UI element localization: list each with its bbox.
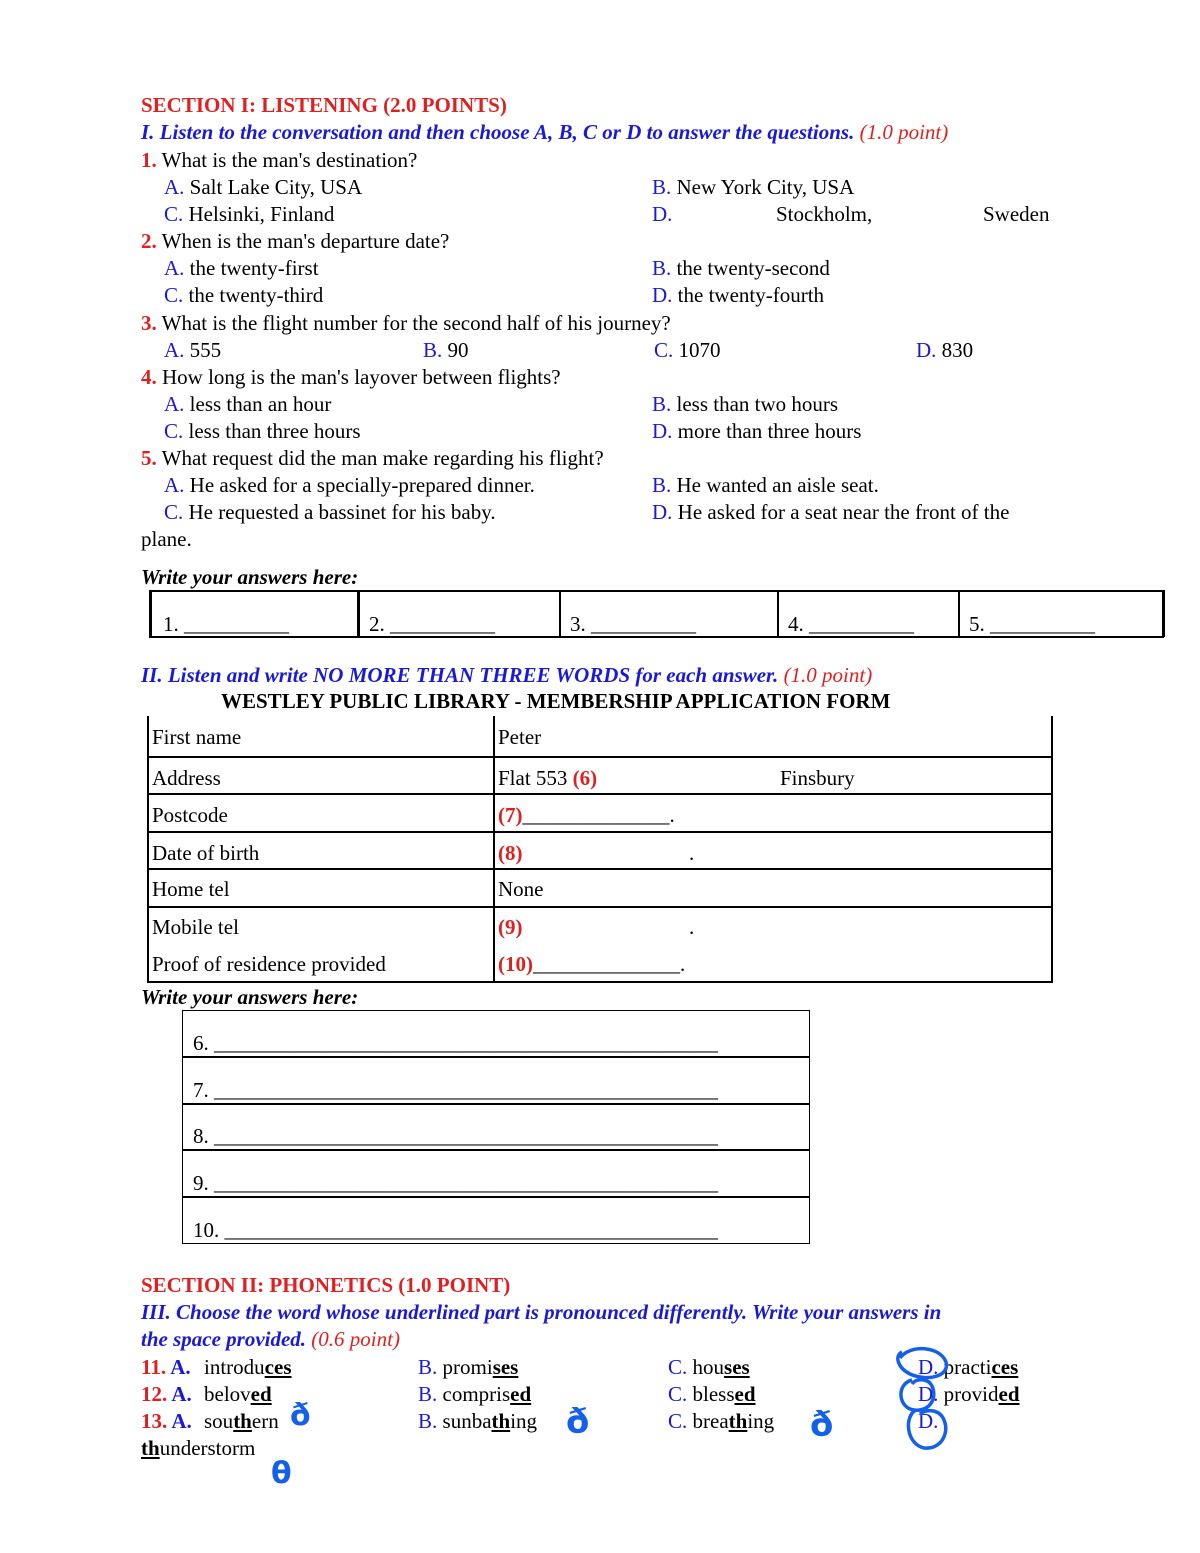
answer-box-4[interactable]: 4. __________ [788, 612, 914, 636]
form-label-dob: Date of birth [152, 841, 260, 865]
q1-option-a[interactable]: A. Salt Lake City, USA [164, 175, 363, 199]
form-value-dob[interactable]: (8) [498, 841, 523, 865]
form-value-first-name: Peter [498, 725, 542, 749]
q11-option-d[interactable]: D. practices [918, 1355, 1019, 1379]
q12-option-c[interactable]: C. blessed [668, 1382, 756, 1406]
q4-option-b[interactable]: B. less than two hours [652, 392, 839, 416]
q4-option-d[interactable]: D. more than three hours [652, 419, 862, 443]
form-value-address-extra: Finsbury [780, 766, 855, 790]
q11-number: 11. A. [141, 1355, 191, 1379]
part3-instruction-line1: III. Choose the word whose underlined part is pronounced differently. Write your answers in [141, 1300, 942, 1324]
form-label-postcode: Postcode [152, 803, 228, 827]
form-value-address: Flat 553 (6) [498, 766, 598, 790]
answer-box-3[interactable]: 3. __________ [570, 612, 696, 636]
form-label-first-name: First name [152, 725, 242, 749]
q11-option-a[interactable]: introduces [204, 1355, 292, 1379]
q13-option-b[interactable]: B. sunbathing [418, 1409, 538, 1433]
question-2: 2. When is the man's departure date? [141, 229, 450, 253]
section2-title: SECTION II: PHONETICS (1.0 POINT) [141, 1273, 511, 1297]
answer-line-9[interactable]: 9. ________________________________________________ [193, 1171, 718, 1195]
q11-option-c[interactable]: C. houses [668, 1355, 750, 1379]
form-value-dob-end: . [689, 841, 695, 865]
q5-option-a[interactable]: A. He asked for a specially-prepared dinner. [164, 473, 535, 497]
form-label-mobile-tel: Mobile tel [152, 915, 239, 939]
q3-option-d[interactable]: D. 830 [916, 338, 974, 362]
q5-option-d[interactable]: D. He asked for a seat near the front of the [652, 500, 1010, 524]
q5-option-d-continuation: plane. [141, 527, 192, 551]
q2-option-c[interactable]: C. the twenty-third [164, 283, 324, 307]
form-value-proof[interactable]: (10)______________. [498, 952, 686, 976]
q1-option-d-text1: Stockholm, [776, 202, 873, 226]
form-label-address: Address [152, 766, 221, 790]
q3-option-c[interactable]: C. 1070 [654, 338, 721, 362]
q12-option-b[interactable]: B. comprised [418, 1382, 532, 1406]
section1-title: SECTION I: LISTENING (2.0 POINTS) [141, 93, 507, 117]
form-value-postcode[interactable]: (7)______________. [498, 803, 675, 827]
q3-option-b[interactable]: B. 90 [423, 338, 469, 362]
q13-option-d-label[interactable]: D. [918, 1409, 939, 1433]
q13-number: 13. A. [141, 1409, 192, 1433]
form-label-home-tel: Home tel [152, 877, 230, 901]
handwritten-circles-icon [888, 1344, 958, 1464]
write-answers-label-2: Write your answers here: [141, 985, 359, 1009]
form-value-home-tel: None [498, 877, 544, 901]
handwritten-eth-mark-c: ð [810, 1405, 834, 1445]
q2-option-d[interactable]: D. the twenty-fourth [652, 283, 825, 307]
q13-option-c[interactable]: C. breathing [668, 1409, 775, 1433]
q2-option-b[interactable]: B. the twenty-second [652, 256, 830, 280]
q13-option-a[interactable]: southern [204, 1409, 279, 1433]
form-label-proof: Proof of residence provided [152, 952, 386, 976]
q1-option-d-text2: Sweden [983, 202, 1050, 226]
q5-option-b[interactable]: B. He wanted an aisle seat. [652, 473, 879, 497]
q4-option-a[interactable]: A. less than an hour [164, 392, 332, 416]
question-4: 4. How long is the man's layover between flights? [141, 365, 561, 389]
q12-number: 12. A. [141, 1382, 192, 1406]
form-title: WESTLEY PUBLIC LIBRARY - MEMBERSHIP APPLICATION FORM [221, 689, 891, 713]
question-3: 3. What is the flight number for the second half of his journey? [141, 311, 671, 335]
answer-box-5[interactable]: 5. __________ [969, 612, 1095, 636]
q3-option-a[interactable]: A. 555 [164, 338, 222, 362]
q2-option-a[interactable]: A. the twenty-first [164, 256, 319, 280]
part3-instruction-line2: the space provided. (0.6 point) [141, 1327, 400, 1351]
q1-option-b[interactable]: B. New York City, USA [652, 175, 855, 199]
q12-option-d[interactable]: D. provided [918, 1382, 1020, 1406]
answer-line-6[interactable]: 6. ________________________________________________ [193, 1031, 718, 1055]
question-1: 1. What is the man's destination? [141, 148, 418, 172]
handwritten-theta-mark: θ [271, 1456, 292, 1491]
question-5: 5. What request did the man make regarding his flight? [141, 446, 604, 470]
q1-option-d[interactable]: D. [652, 202, 673, 226]
part1-instruction: I. Listen to the conversation and then choose A, B, C or D to answer the questions. (1.0 point) [141, 120, 949, 144]
answer-line-8[interactable]: 8. ________________________________________________ [193, 1124, 718, 1148]
answer-box-2[interactable]: 2. __________ [369, 612, 495, 636]
form-value-mobile-end: . [689, 915, 695, 939]
q5-option-c[interactable]: C. He requested a bassinet for his baby. [164, 500, 496, 524]
answer-line-7[interactable]: 7. ________________________________________________ [193, 1078, 718, 1102]
q12-option-a[interactable]: beloved [204, 1382, 272, 1406]
answer-box-1[interactable]: 1. __________ [163, 612, 289, 636]
answer-line-10[interactable]: 10. _______________________________________________ [193, 1218, 718, 1242]
q11-option-b[interactable]: B. promises [418, 1355, 519, 1379]
write-answers-label: Write your answers here: [141, 565, 359, 589]
part2-instruction: II. Listen and write NO MORE THAN THREE WORDS for each answer. (1.0 point) [141, 663, 873, 687]
q13-option-d[interactable]: thunderstorm [141, 1436, 256, 1460]
q4-option-c[interactable]: C. less than three hours [164, 419, 361, 443]
form-value-mobile-tel[interactable]: (9) [498, 915, 523, 939]
q1-option-c[interactable]: C. Helsinki, Finland [164, 202, 335, 226]
handwritten-eth-mark-b: ð [566, 1402, 590, 1442]
handwritten-eth-mark-a: ð [290, 1398, 311, 1433]
